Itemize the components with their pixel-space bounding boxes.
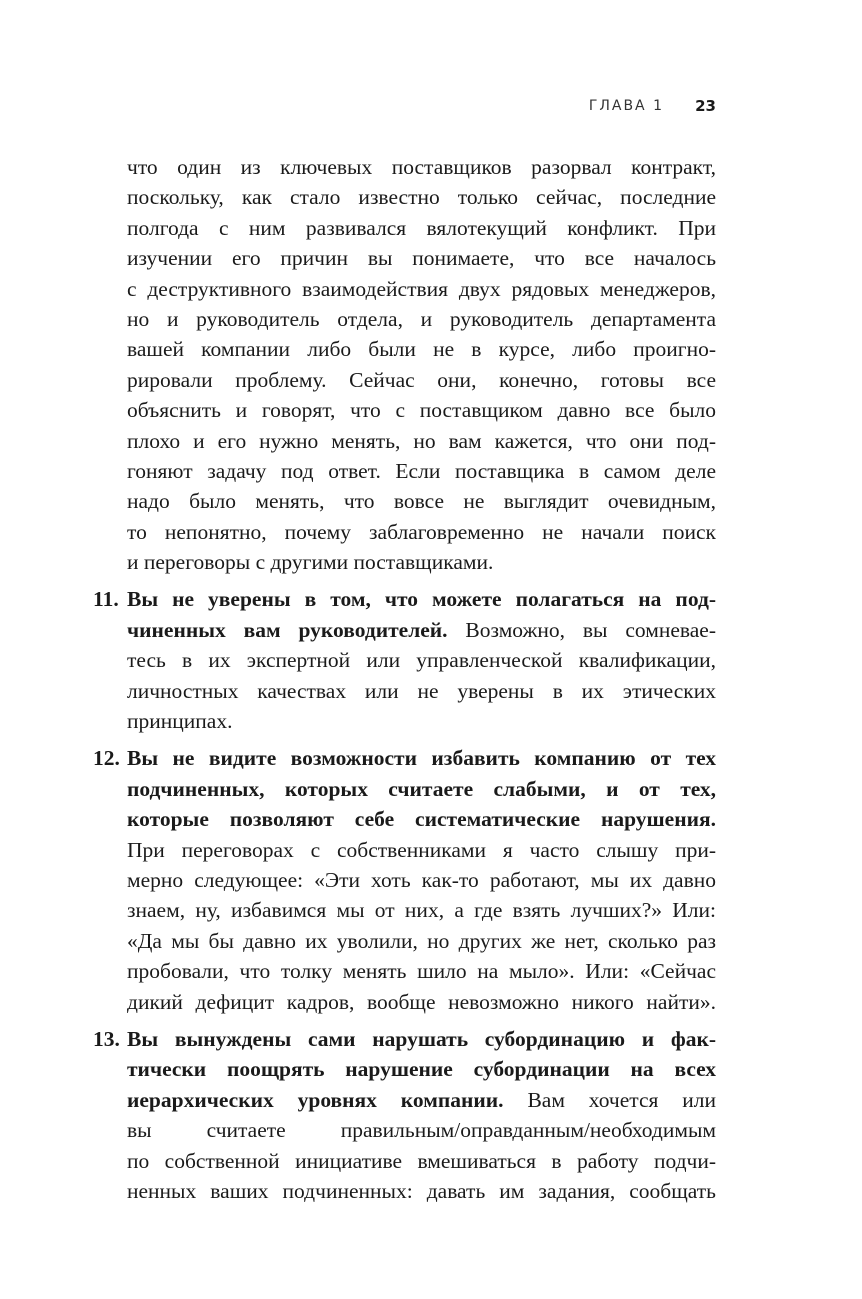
bold-text: Вы не уверены в том, что можете полагаться на под- xyxy=(127,587,716,612)
running-header xyxy=(560,96,716,120)
text-line xyxy=(127,486,716,516)
text-line xyxy=(127,395,716,425)
bold-text: Вы не видите возможности избавить компанию от тех xyxy=(127,746,716,771)
text-line xyxy=(127,365,716,395)
text-line xyxy=(127,645,716,675)
regular-text: и переговоры с другими поставщиками. xyxy=(127,550,494,575)
text-line xyxy=(127,1054,716,1084)
list-item xyxy=(93,584,716,736)
text-line xyxy=(127,956,716,986)
regular-text: полгода с ним развивался вялотекущий конфликт. При xyxy=(127,215,716,240)
regular-text: с деструктивного взаимодействия двух рядовых менеджеров, xyxy=(127,276,716,301)
bold-text: чиненных вам руководителей. xyxy=(127,617,448,642)
regular-text: мерно следующее: «Эти хоть как-то работают, мы их давно xyxy=(127,867,716,892)
text-line xyxy=(127,152,716,182)
regular-text: объяснить и говорят, что с поставщиком давно все было xyxy=(127,398,716,423)
text-line xyxy=(127,895,716,925)
bold-text: иерархических уровнях компании. xyxy=(127,1087,504,1112)
text-line xyxy=(127,615,716,645)
text-line xyxy=(127,706,716,736)
text-line xyxy=(127,987,716,1017)
regular-text: «Да мы бы давно их уволили, но других же нет, сколько раз xyxy=(127,928,716,953)
regular-text: по собственной инициативе вмешиваться в работу подчи- xyxy=(127,1148,716,1173)
text-line xyxy=(127,835,716,865)
text-line xyxy=(127,304,716,334)
regular-text: плохо и его нужно менять, но вам кажется, что они под- xyxy=(127,428,716,453)
regular-text: ненных ваших подчиненных: давать им задания, сообщать xyxy=(127,1178,716,1203)
text-line xyxy=(127,517,716,547)
text-line xyxy=(127,456,716,486)
text-line xyxy=(127,676,716,706)
regular-text: поскольку, как стало известно только сейчас, последние xyxy=(127,185,716,210)
regular-text: то непонятно, почему заблаговременно не начали поиск xyxy=(127,519,716,544)
regular-text: тесь в их экспертной или управленческой квалификации, xyxy=(127,648,716,673)
bold-text: тически поощрять нарушение субординации на всех xyxy=(127,1057,716,1082)
regular-text: знаем, ну, избавимся мы от них, а где взять лучших?» Или: xyxy=(127,898,716,923)
regular-text: Вам хочется или xyxy=(503,1087,716,1112)
regular-text: рировали проблему. Сейчас они, конечно, готовы все xyxy=(127,367,716,392)
text-line xyxy=(127,1146,716,1176)
regular-text: Возможно, вы сомневае- xyxy=(447,617,716,642)
item-number: 13. xyxy=(93,1026,120,1051)
intro-paragraph xyxy=(127,152,716,577)
regular-text: личностных качествах или не уверены в их этических xyxy=(127,678,716,703)
regular-text: пробовали, что толку менять шило на мыло». Или: «Сейчас xyxy=(127,959,716,984)
regular-text: но и руководитель отдела, и руководитель департамента xyxy=(127,306,716,331)
item-number: 11. xyxy=(93,587,119,612)
text-line xyxy=(127,213,716,243)
regular-text: что один из ключевых поставщиков разорвал контракт, xyxy=(127,155,716,179)
text-line xyxy=(127,426,716,456)
regular-text: гоняют задачу под ответ. Если поставщика в самом деле xyxy=(127,458,716,483)
regular-text: При переговорах с собственниками я часто слышу при- xyxy=(127,837,716,862)
text-line xyxy=(127,1176,716,1206)
text-line xyxy=(127,182,716,212)
regular-text: изучении его причин вы понимаете, что все началось xyxy=(127,246,716,271)
item-number: 12. xyxy=(93,746,120,771)
chapter-label: ГЛАВА 1 xyxy=(588,98,664,114)
regular-text: вашей компании либо были не в курсе, либо проигно- xyxy=(127,337,716,362)
text-line xyxy=(127,743,716,773)
text-line xyxy=(127,1024,716,1054)
list-item xyxy=(93,1024,716,1206)
text-line xyxy=(127,584,716,614)
bold-text: которые позволяют себе систематические нарушения. xyxy=(127,807,716,832)
regular-text: дикий дефицит кадров, вообще невозможно никого найти». xyxy=(127,989,716,1014)
regular-text: принципах. xyxy=(127,709,233,734)
text-line xyxy=(127,274,716,304)
text-line xyxy=(127,547,716,577)
regular-text: вы считаете правильным/оправданным/необходимым xyxy=(127,1118,716,1143)
page-body xyxy=(93,152,716,1206)
text-line xyxy=(127,1115,716,1145)
text-line xyxy=(127,865,716,895)
text-line xyxy=(127,1085,716,1115)
text-line xyxy=(127,926,716,956)
regular-text: надо было менять, что вовсе не выглядит очевидным, xyxy=(127,489,716,514)
text-line xyxy=(127,774,716,804)
list-item xyxy=(93,743,716,1017)
text-line xyxy=(127,243,716,273)
text-line xyxy=(127,804,716,834)
bold-text: подчиненных, которых считаете слабыми, и от тех, xyxy=(127,776,716,801)
bold-text: Вы вынуждены сами нарушать субординацию и фак- xyxy=(127,1026,716,1051)
numbered-list xyxy=(93,584,716,1206)
text-line xyxy=(127,334,716,364)
page-number: 23 xyxy=(695,97,716,115)
